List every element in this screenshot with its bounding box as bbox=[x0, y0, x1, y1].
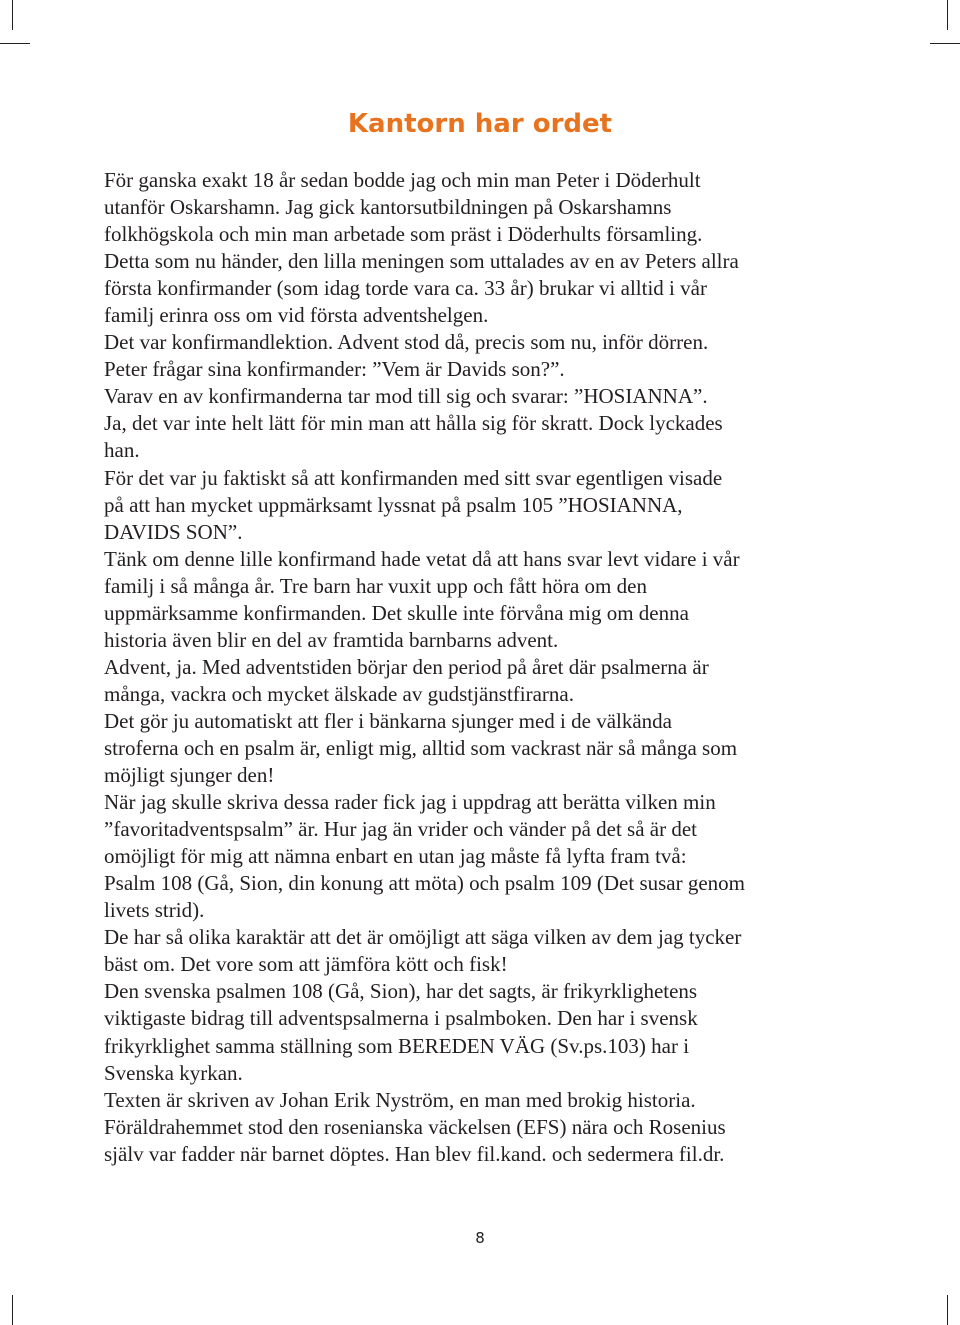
crop-mark-bottom-left-vertical bbox=[12, 1295, 13, 1325]
page-number: 8 bbox=[475, 1229, 485, 1247]
text-line: Den svenska psalmen 108 (Gå, Sion), har det sagts, är frikyrklighetens bbox=[104, 979, 698, 1004]
text-line: livets strid). bbox=[104, 898, 205, 923]
text-line: viktigaste bidrag till adventspsalmerna i psalmboken. Den har i svensk bbox=[104, 1006, 698, 1031]
text-line: Detta som nu händer, den lilla meningen som uttalades av en av Peters allra bbox=[104, 249, 739, 274]
text-line: folkhögskola och min man arbetade som präst i Döderhults församling. bbox=[104, 222, 703, 247]
text-line: Ja, det var inte helt lätt för min man att hålla sig för skratt. Dock lyckades bbox=[104, 411, 723, 436]
text-line: Varav en av konfirmanderna tar mod till sig och svarar: ”HOSIANNA”. bbox=[104, 384, 708, 409]
text-line: omöjligt för mig att nämna enbart en utan jag måste få lyfta fram två: bbox=[104, 844, 687, 869]
text-line: utanför Oskarshamn. Jag gick kantorsutbildningen på Oskarshamns bbox=[104, 195, 672, 220]
text-line: Texten är skriven av Johan Erik Nyström, en man med brokig historia. bbox=[104, 1087, 696, 1112]
text-line: första konfirmander (som idag torde vara ca. 33 år) brukar vi alltid i vår bbox=[104, 276, 707, 301]
crop-mark-top-left-horizontal bbox=[0, 43, 30, 44]
text-line: De har så olika karaktär att det är omöjligt att säga vilken av dem jag tycker bbox=[104, 925, 742, 950]
text-line: uppmärksamme konfirmanden. Det skulle inte förvåna mig om denna bbox=[104, 600, 689, 625]
text-line: Tänk om denne lille konfirmand hade vetat då att hans svar levt vidare i vår bbox=[104, 546, 740, 571]
text-line: möjligt sjunger den! bbox=[104, 763, 275, 788]
text-line: många, vackra och mycket älskade av gudstjänstfirarna. bbox=[104, 681, 574, 706]
text-line: historia även blir en del av framtida barnbarns advent. bbox=[104, 627, 559, 652]
text-line: DAVIDS SON”. bbox=[104, 519, 243, 544]
text-line: Psalm 108 (Gå, Sion, din konung att möta) och psalm 109 (Det susar genom bbox=[104, 871, 746, 896]
text-line: ”favoritadventspsalm” är. Hur jag än vrider och vänder på det så är det bbox=[104, 817, 698, 842]
text-line: stroferna och en psalm är, enligt mig, alltid som vackrast när så många som bbox=[104, 735, 738, 760]
text-line: När jag skulle skriva dessa rader fick jag i uppdrag att berätta vilken min bbox=[104, 790, 716, 815]
text-line: Svenska kyrkan. bbox=[104, 1060, 243, 1085]
text-line: han. bbox=[104, 438, 140, 463]
text-line: familj erinra oss om vid första adventshelgen. bbox=[104, 303, 489, 328]
text-line: familj i så många år. Tre barn har vuxit upp och fått höra om den bbox=[104, 573, 647, 598]
article-body bbox=[104, 167, 844, 1168]
crop-mark-top-right-vertical bbox=[947, 0, 948, 30]
text-line: bäst om. Det vore som att jämföra kött och fisk! bbox=[104, 952, 508, 977]
text-line: själv var fadder när barnet döptes. Han blev fil.kand. och sedermera fil.dr. bbox=[104, 1141, 725, 1166]
text-line: på att han mycket uppmärksamt lyssnat på psalm 105 ”HOSIANNA, bbox=[104, 492, 683, 517]
text-line: frikyrklighet samma ställning som BEREDEN VÄG (Sv.ps.103) har i bbox=[104, 1033, 690, 1058]
text-line: Peter frågar sina konfirmander: ”Vem är Davids son?”. bbox=[104, 357, 565, 382]
crop-mark-bottom-right-vertical bbox=[947, 1295, 948, 1325]
text-line: Det gör ju automatiskt att fler i bänkarna sjunger med i de välkända bbox=[104, 708, 672, 733]
crop-mark-top-left-vertical bbox=[12, 0, 13, 30]
text-line: För det var ju faktiskt så att konfirmanden med sitt svar egentligen visade bbox=[104, 465, 723, 490]
text-line: Advent, ja. Med adventstiden börjar den period på året där psalmerna är bbox=[104, 654, 709, 679]
crop-mark-top-right-horizontal bbox=[930, 43, 960, 44]
text-line: Föräldrahemmet stod den rosenianska väckelsen (EFS) nära och Rosenius bbox=[104, 1114, 726, 1139]
text-line: För ganska exakt 18 år sedan bodde jag och min man Peter i Döderhult bbox=[104, 168, 701, 192]
page-title: Kantorn har ordet bbox=[347, 109, 613, 139]
text-line: Det var konfirmandlektion. Advent stod då, precis som nu, inför dörren. bbox=[104, 330, 709, 355]
